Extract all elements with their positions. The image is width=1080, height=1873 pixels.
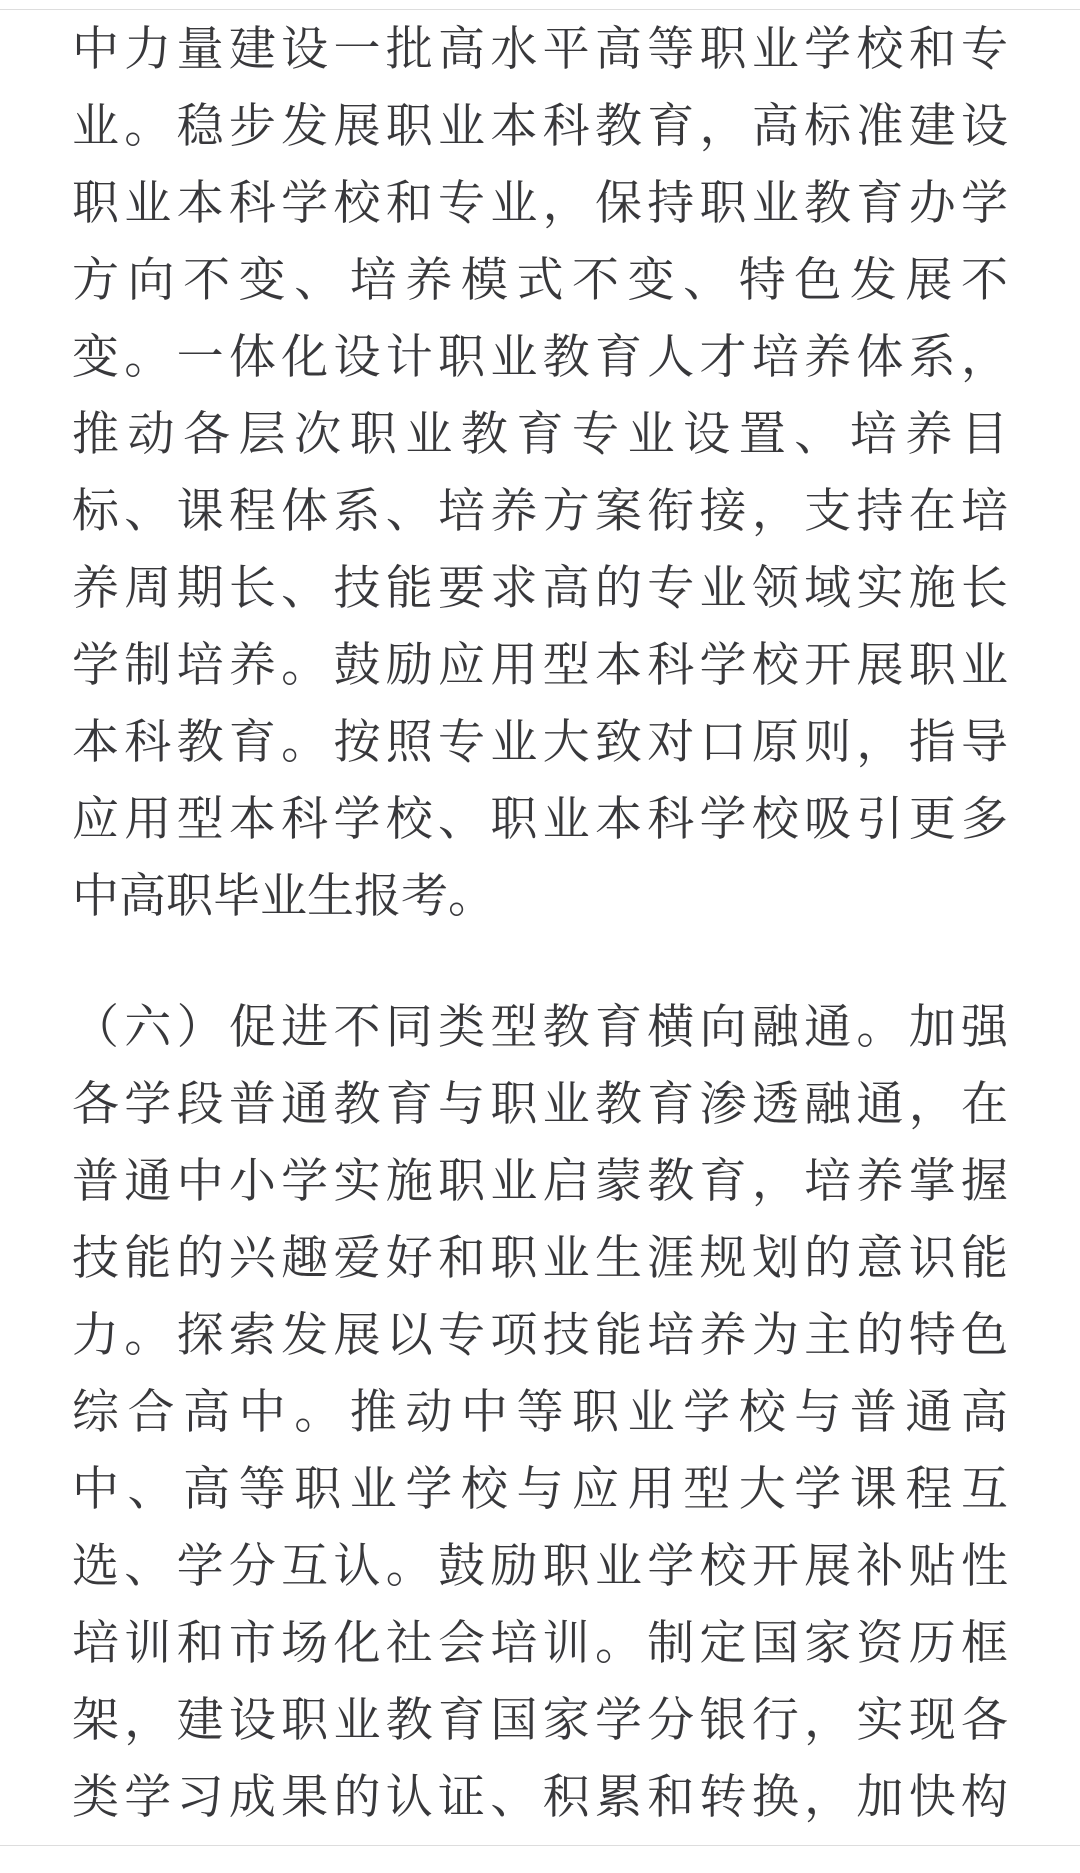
text-line: 标、课程体系、培养方案衔接，支持在培 <box>72 484 1008 537</box>
text-line: 普通中小学实施职业启蒙教育，培养掌握 <box>72 1154 1008 1207</box>
text-line: 业。稳步发展职业本科教育，高标准建设 <box>72 99 1008 152</box>
bottom-divider <box>0 1845 1080 1846</box>
text-line: 综合高中。推动中等职业学校与普通高 <box>72 1385 1008 1438</box>
text-line: 各学段普通教育与职业教育渗透融通，在 <box>72 1077 1008 1130</box>
text-line: 本科教育。按照专业大致对口原则，指导 <box>72 715 1008 768</box>
text-line: 中力量建设一批高水平高等职业学校和专 <box>72 22 1008 75</box>
paragraph-1 <box>72 10 1008 934</box>
text-line: 中、高等职业学校与应用型大学课程互 <box>72 1462 1008 1515</box>
text-line: 类学习成果的认证、积累和转换，加快构 <box>72 1770 1008 1823</box>
text-line: 选、学分互认。鼓励职业学校开展补贴性 <box>72 1539 1008 1592</box>
text-line: 中高职毕业生报考。 <box>72 869 495 922</box>
text-line: 学制培养。鼓励应用型本科学校开展职业 <box>72 638 1008 691</box>
text-line: 推动各层次职业教育专业设置、培养目 <box>72 407 1008 460</box>
text-line: 应用型本科学校、职业本科学校吸引更多 <box>72 792 1008 845</box>
text-line: 力。探索发展以专项技能培养为主的特色 <box>72 1308 1008 1361</box>
text-line: 方向不变、培养模式不变、特色发展不 <box>72 253 1008 306</box>
text-line: 职业本科学校和专业，保持职业教育办学 <box>72 176 1008 229</box>
text-line: 培训和市场化社会培训。制定国家资历框 <box>72 1616 1008 1669</box>
text-line: 变。一体化设计职业教育人才培养体系， <box>72 330 1008 383</box>
text-line: 架，建设职业教育国家学分银行，实现各 <box>72 1693 1008 1746</box>
text-line: （六）促进不同类型教育横向融通。加强 <box>72 1000 1008 1053</box>
paragraph-2 <box>72 988 1008 1835</box>
text-line: 养周期长、技能要求高的专业领域实施长 <box>72 561 1008 614</box>
article-body <box>72 10 1008 1835</box>
text-line: 技能的兴趣爱好和职业生涯规划的意识能 <box>72 1231 1008 1284</box>
